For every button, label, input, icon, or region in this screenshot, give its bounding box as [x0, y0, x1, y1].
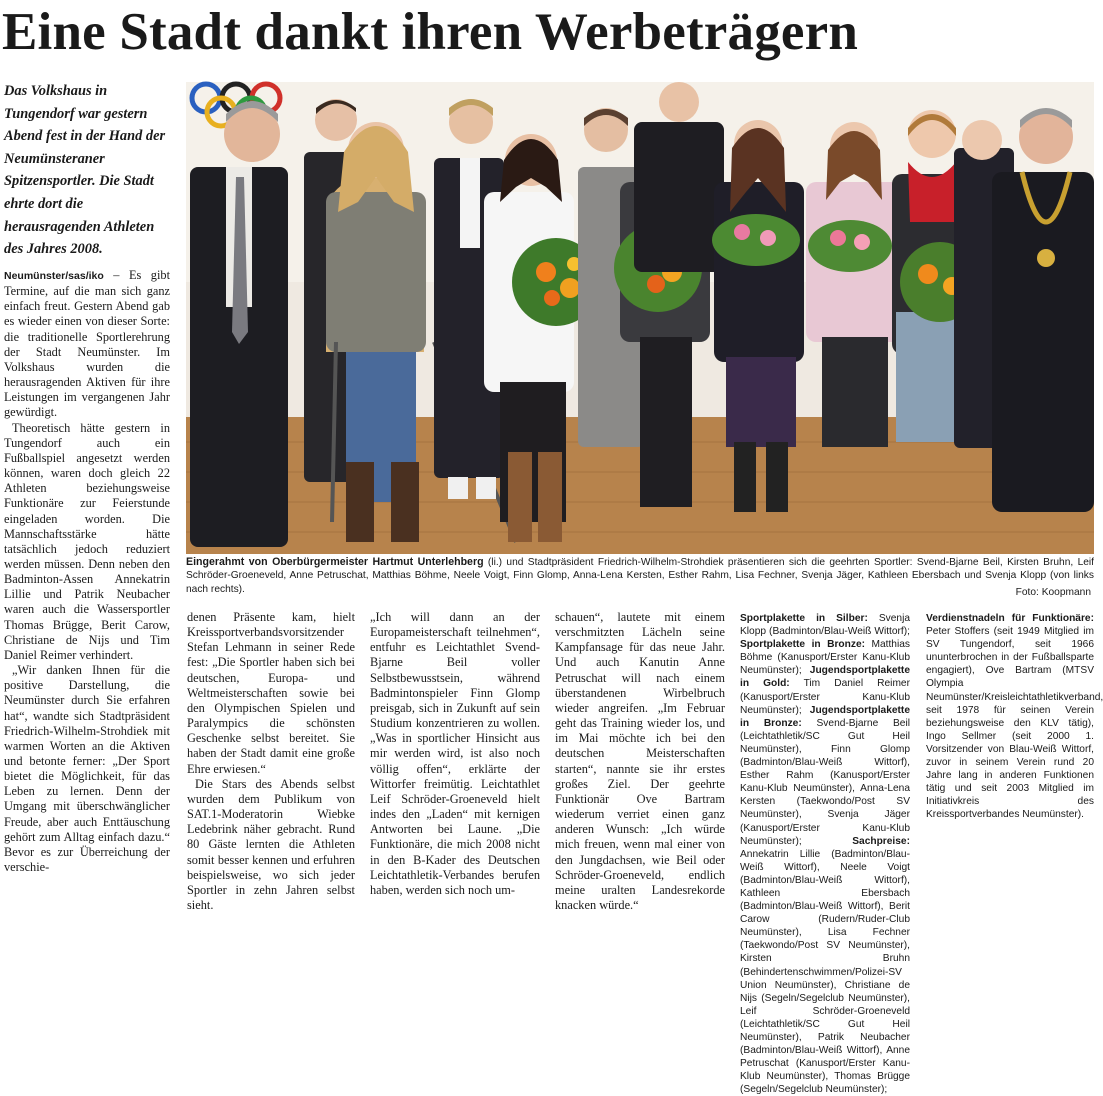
person-mayor-left [190, 101, 288, 547]
award-label: Verdienstnadeln für Funktionäre: [926, 613, 1094, 624]
award-label: Sportplakette in Bronze: [740, 639, 866, 651]
article-paragraph: „Wir danken Ihnen für die positive Darstellung, die Neumünster durch Sie erfahren hat“, wandte sich Stadtpräsident Friedrich-Wilhelm-Strohdiek mit warmen Worten an die Aktiven und betonte ferner: „Der Sport bietet die Möglichkeit, für das Leben zu lernen. Denn der Umgang mit überschwänglicher Freude, aber auch Enttäuschung gehört zum Alltag einfach dazu.“ Bevor es zur Überreichung der verschie- [4, 663, 170, 875]
photo-credit: Foto: Koopmann [1010, 586, 1091, 599]
article-column-3 [370, 610, 540, 940]
headline: Eine Stadt dankt ihren Werbeträgern [2, 3, 859, 61]
article-column-1 [4, 268, 170, 940]
award-text: Svenja Klopp (Badminton/Blau-Weiß Wittorf); [740, 613, 910, 638]
group-photo-illustration [186, 82, 1094, 554]
dateline: Neumünster/sas/iko [4, 270, 104, 282]
article-paragraph: „Ich will dann an der Europameisterschaft teilnehmen“, entfuhr es Leichtathlet Svend-Bjarne Beil voller Selbstbewusstsein, während Badmintonspieler Finn Glomp preisgab, sich in Zukunft auf sein Studium konzentrieren zu wollen. „Was in sportlicher Hinsicht aus mir werden wird, ist also noch völlig offen“, erklärte der Wittorfer freimütig. Leichtathlet Leif Schröder-Groeneveld hielt indes den „Laden“ mit kernigen Antworten bei Laune. „Die Funktionäre, die mich 2008 nicht in den B-Kader des Deutschen Leichtathletik-Verbandes berufen haben, werden sich noch um- [370, 610, 540, 897]
intro-teaser: Das Volkshaus in Tungendorf war gestern Abend fest in der Hand der Neumünsteraner Spitzensportler. Die Stadt ehrte dort die herausragenden Athleten des Jahres 2008. [4, 83, 166, 258]
award-label: Jugendsportplakette in Bronze: [740, 704, 910, 729]
caption-lead: Eingerahmt von Oberbürgermeister Hartmut Unterlehberg [186, 556, 484, 568]
awards-list-column-2 [926, 612, 1103, 940]
article-paragraph [4, 268, 170, 421]
award-text: Peter Stoffers (seit 1949 Mitglied im SV Tungendorf, seit 1966 ununterbrochen in der Fußballsparte engagiert), Ove Bartram (MTSV Olympia Neumünster/Kreisleichtathletikverband, seit 1978 für seinen Verein beziehungsweise den KLV tätig), Ingo Sellmer (seit 2000 1. Vorsitzender von Blau-Weiß Wittorf, zuvor in seinem Verein rund 20 Jahre lang in anderen Funktionen tätig und seit 2003 Mitglied im Initiativkreis des Kreissportverbandes Neumünster). [926, 626, 1103, 821]
article-column-4 [555, 610, 725, 940]
award-text: Matthias Böhme (Kanusport/Erster Kanu-Klub Neumünster); [740, 639, 910, 677]
award-text: Tim Daniel Reimer (Kanusport/Erster Kanu-Klub Neumünster); [740, 678, 910, 716]
award-text: Annekatrin Lillie (Badminton/Blau-Weiß Wittorf), Neele Voigt (Badminton/Blau-Weiß Wittorf), Kathleen Ebersbach (Badminton/Blau-Weiß Wittorf), Berit Carow (Rudern/Ruder-Club Neumünster), Lisa Fechner (Taekwondo/Post SV Neumünster), Kirsten Bruhn (Behindertenschwimmen/Polizei-SV Union Neumünster), Christiane de Nijs (Segeln/Segelclub Neumünster), Leif Schröder-Groeneveld (Leichtathletik/SC Gut Heil Neumünster), Patrik Neubacher (Badminton/Blau-Weiß Wittorf), Anne Petruschat (Kanusport/Erster Kanu-Klub Neumünster), Thomas Brügge (Segeln/Segelclub Neumünster); [740, 848, 910, 1096]
awards-list-column-1 [740, 612, 910, 1096]
photo-caption [186, 556, 1094, 600]
paragraph-text: – Es gibt Termine, auf die man sich ganz einfach freut. Gestern Abend gab es wieder einen von dieser Sorte: die traditionelle Sportlerehrung der Stadt Neumünster. Im Volkshaus wurden die herausragenden Aktiven für ihre Leistungen im vergangenen Jahr gewürdigt. [4, 268, 170, 420]
award-label: Sportplakette in Silber: [740, 613, 868, 624]
group-photo [186, 82, 1094, 554]
article-paragraph: Die Stars des Abends selbst wurden dem Publikum von SAT.1-Moderatorin Wiebke Ledebrink näher gebracht. Rund 80 Gäste lernten die Athleten somit besser kennen und erfuhren beispielsweise, wo sich jeder Sportler in zehn Jahren selbst sieht. [187, 776, 355, 912]
article-paragraph: denen Präsente kam, hielt Kreissportverbandsvorsitzender Stefan Lehmann in seiner Rede fest: „Die Sportler haben sich bei deutschen, Europa- und Weltmeisterschaften sowie bei den Olympischen Spielen und Paralympics die schönsten Geschenke selbst bereitet. Sie haben der Stadt damit eine große Ehre erwiesen.“ [187, 610, 355, 776]
award-label: Sachpreise: [852, 835, 910, 847]
article-paragraph: Theoretisch hätte gestern in Tungendorf auch ein Fußballspiel angesetzt werden können, waren doch gleich 22 Athleten beziehungsweise Funktionäre zur Feierstunde eingeladen worden. Die Mannschaftsstärke hätte tatsächlich jedoch reduziert werden müssen. Denn neben den Badminton-Assen Annekatrin Lillie und Patrik Neubacher waren auch die Wassersportler Thomas Brügge, Berit Carow, Christiane de Nijs und Tim Daniel Reimer verhindert. [4, 420, 170, 662]
article-column-2 [187, 610, 355, 940]
award-text: Svend-Bjarne Beil (Leichtathletik/SC Gut Heil Neumünster), Finn Glomp (Badminton/Blau-Weiß Wittorf), Esther Rahm (Kanusport/Erster Kanu-Klub Neumünster), Anna-Lena Kersten (Taekwondo/Post SV Neumünster), Svenja Jäger (Kanusport/Erster Kanu-Klub Neumünster); [740, 717, 910, 847]
caption-text: (li.) und Stadtpräsident Friedrich-Wilhelm-Strohdiek präsentieren sich die geehrten Sportler: Svend-Bjarne Beil, Kirsten Bruhn, Leif Schröder-Groeneveld, Anne Petruschat, Matthias Böhme, Neele Voigt, Finn Glomp, Anna-Lena Kersten, Esther Rahm, Lisa Fechner, Svenja Jäger, Kathleen Ebersbach und Svenja Klopp (von links nach rechts). [186, 557, 1094, 595]
article-paragraph: schauen“, lautete mit einem verschmitzten Lächeln seine Kampfansage für das neue Jahr. Und auch Kanutin Anne Petruschat will nach einem überstandenen Wirbelbruch wieder angreifen. „Im Februar geht das Training wieder los, und im Mai möchte ich bei den deutschen Meisterschaften starten“, nannte sie ihr erstes großes Ziel. Der geehrte Funktionär Ove Bartram wiederum verriet einen ganz anderen Wunsch: „Ich würde mich freuen, wenn mal einer von den Jungdachsen, wie Beil oder Schröder-Groeneveld, endlich meine uralten Landesrekorde knacken würde.“ [555, 610, 725, 912]
award-label: Jugendsportplakette in Gold: [740, 665, 910, 690]
